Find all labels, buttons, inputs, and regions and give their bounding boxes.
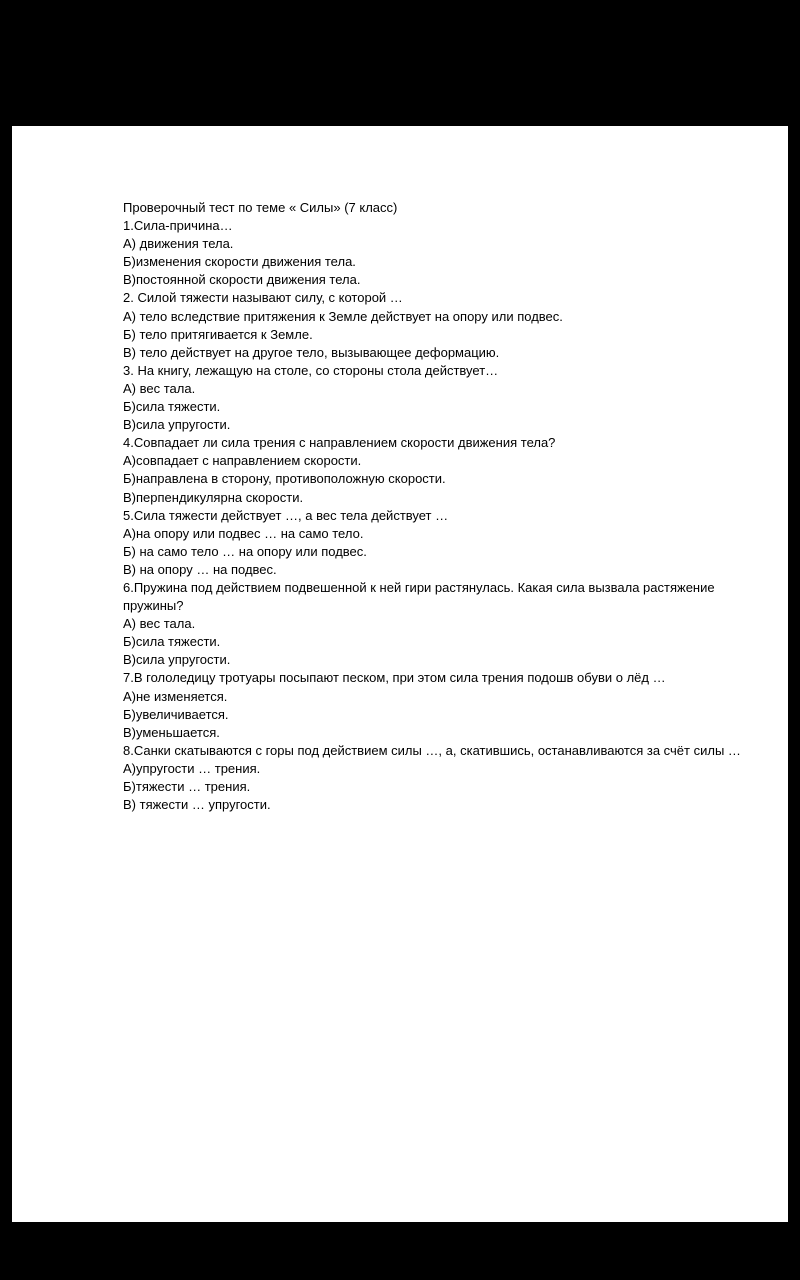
answer-option-v: В) тело действует на другое тело, вызывающее деформацию. — [123, 344, 500, 360]
question-2 — [123, 289, 743, 361]
answer-option-b: Б)направлена в сторону, противоположную скорости. — [123, 471, 446, 487]
question-text: 4.Совпадает ли сила трения с направлением скорости движения тела? — [123, 435, 556, 451]
answer-option-v: В)постоянной скорости движения тела. — [123, 272, 361, 288]
question-8 — [123, 742, 743, 814]
answer-option-a: А)на опору или подвес … на само тело. — [123, 525, 364, 541]
answer-option-v: В)уменьшается. — [123, 724, 220, 740]
answer-option-b: Б)сила тяжести. — [123, 399, 221, 415]
answer-option-b: Б)сила тяжести. — [123, 634, 221, 650]
answer-option-b: Б)изменения скорости движения тела. — [123, 254, 356, 270]
question-text: 7.В гололедицу тротуары посыпают песком, при этом сила трения подошв обуви о лёд … — [123, 670, 666, 686]
answer-option-a: А)не изменяется. — [123, 688, 228, 704]
answer-option-v: В) тяжести … упругости. — [123, 797, 271, 813]
document-body — [123, 199, 743, 814]
question-3 — [123, 362, 743, 434]
answer-option-v: В)сила упругости. — [123, 417, 231, 433]
answer-option-a: А)упругости … трения. — [123, 760, 261, 776]
answer-option-a: А) вес тала. — [123, 380, 196, 396]
question-1 — [123, 217, 743, 289]
question-6 — [123, 579, 743, 669]
question-text: 5.Сила тяжести действует …, а вес тела действует … — [123, 507, 449, 523]
answer-option-b: Б)тяжести … трения. — [123, 779, 251, 794]
answer-option-a: А) движения тела. — [123, 236, 234, 252]
question-text: 1.Сила-причина… — [123, 218, 233, 234]
question-text: 3. На книгу, лежащую на столе, со стороны стола действует… — [123, 362, 499, 378]
question-7 — [123, 669, 743, 741]
answer-option-v: В)перпендикулярна скорости. — [123, 489, 304, 505]
answer-option-b: Б) на само тело … на опору или подвес. — [123, 543, 367, 559]
document-title: Проверочный тест по теме « Силы» (7 класс) — [123, 200, 398, 215]
answer-option-v: В) на опору … на подвес. — [123, 561, 277, 577]
question-text: 6.Пружина под действием подвешенной к ней гири растянулась. Какая сила вызвала растяжение пружины? — [123, 579, 715, 614]
question-text: 8.Санки скатываются с горы под действием силы …, а, скатившись, останавливаются за счёт силы … — [123, 742, 741, 758]
answer-option-b: Б) тело притягивается к Земле. — [123, 326, 313, 342]
answer-option-b: Б)увеличивается. — [123, 706, 229, 722]
answer-option-a: А) вес тала. — [123, 616, 196, 632]
answer-option-a: А) тело вследствие притяжения к Земле действует на опору или подвес. — [123, 308, 563, 324]
question-text: 2. Силой тяжести называют силу, с которой … — [123, 290, 403, 306]
document-page — [12, 126, 788, 1222]
answer-option-v: В)сила упругости. — [123, 652, 231, 668]
question-4 — [123, 434, 743, 506]
answer-option-a: А)совпадает с направлением скорости. — [123, 453, 362, 469]
question-5 — [123, 507, 743, 579]
